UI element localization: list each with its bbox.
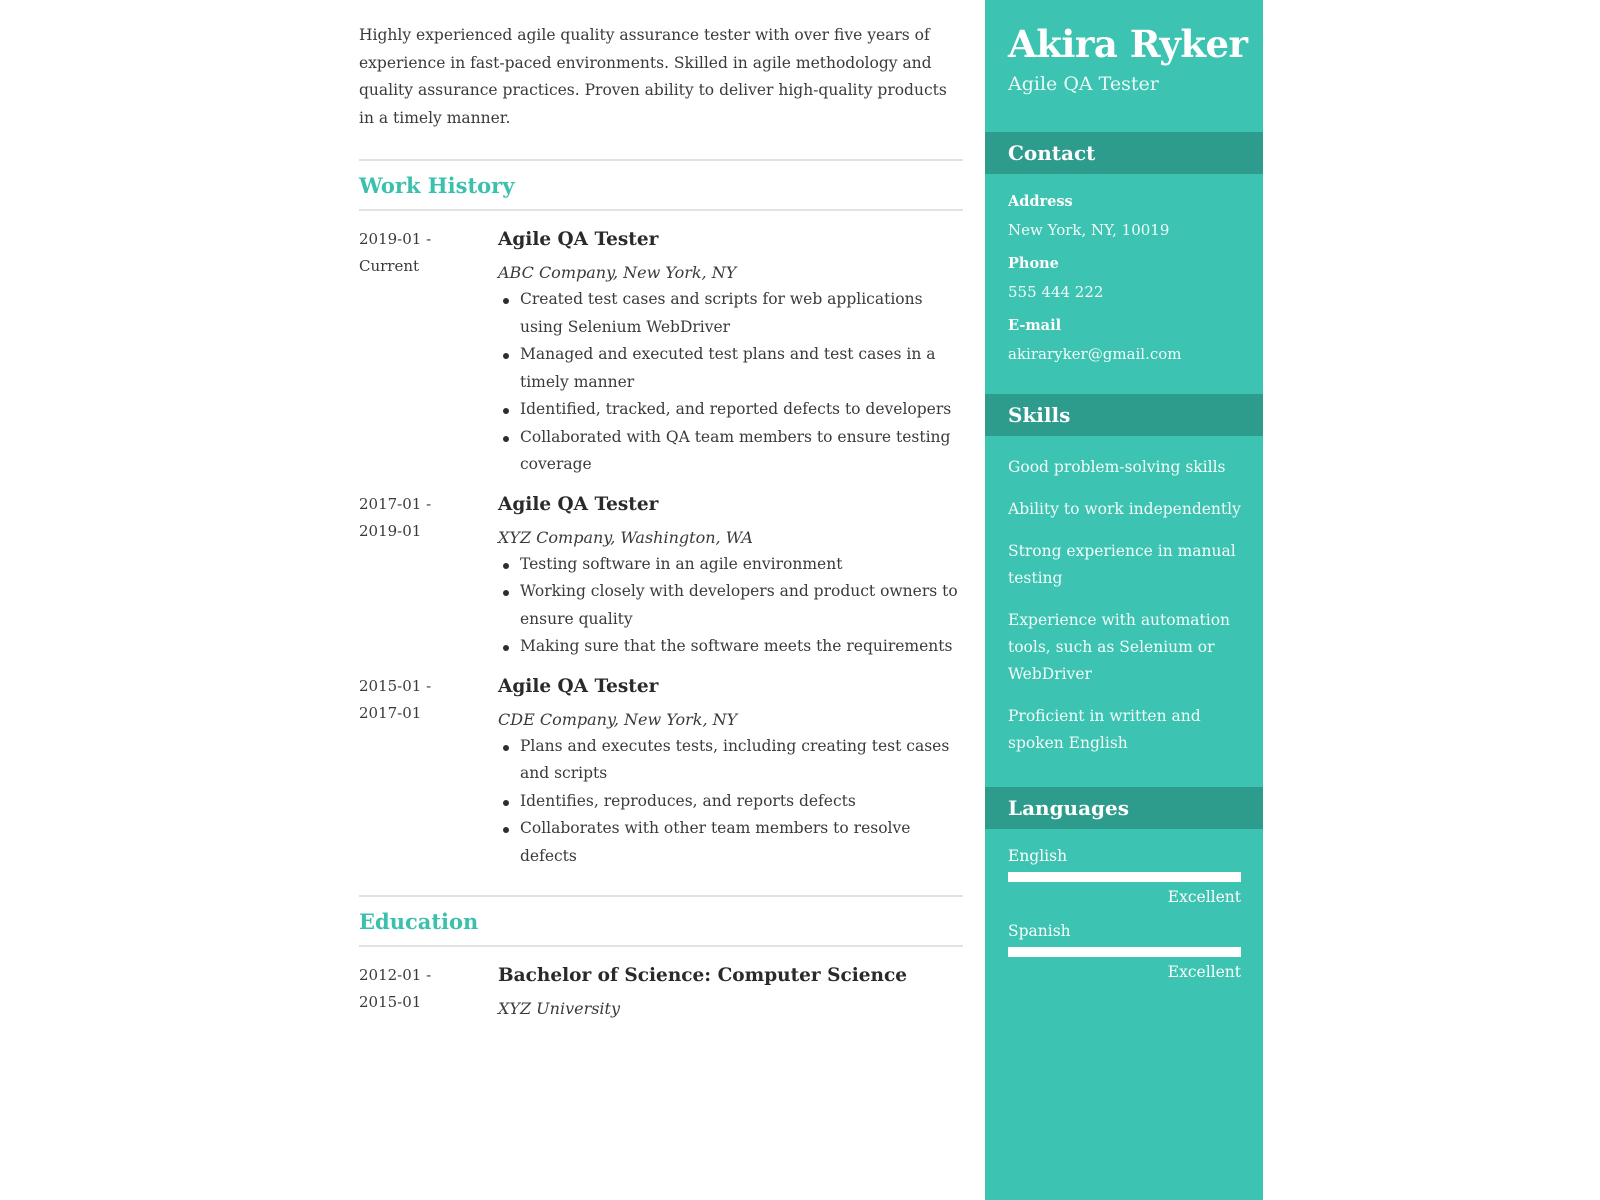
education-dates [359,962,498,1022]
job-bullets [498,286,963,479]
contact-heading: Contact [985,132,1263,174]
job-bullet: Collaborated with QA team members to ensure testing coverage [498,424,963,479]
job-date-start: 2017-01 - [359,494,432,513]
phone-value: 555 444 222 [1008,283,1104,301]
job-company: CDE Company, New York, NY [498,709,738,729]
address-value: New York, NY, 10019 [1008,221,1170,239]
job-bullet: Collaborates with other team members to resolve defects [498,815,963,870]
job-bullet: Working closely with developers and product owners to ensure quality [498,578,963,633]
job-date-start: 2015-01 - [359,676,432,695]
language-proficiency-bar [1008,947,1241,957]
contact-phone [1008,254,1243,302]
skill-item: Experience with automation tools, such as Selenium or WebDriver [1008,611,1231,683]
contact-email [1008,316,1243,364]
candidate-name: Akira Ryker [1008,22,1248,66]
skill-item: Good problem-solving skills [1008,458,1226,476]
job-bullet: Making sure that the software meets the requirements [498,633,963,661]
contact-address [1008,192,1243,240]
skills-heading: Skills [985,394,1263,436]
job-bullets [498,551,963,661]
job-entry [359,673,963,871]
candidate-role: Agile QA Tester [1008,73,1159,95]
education-date-start: 2012-01 - [359,966,432,984]
phone-label: Phone [1008,255,1059,272]
job-dates [359,673,498,871]
language-level: Excellent [1167,963,1241,981]
summary-text: Highly experienced agile quality assurance tester with over five years of experience in fast-paced environments. Skilled in agile methodology and quality assurance practices. Proven ability to deliver high-quality products in a timely manner. [359,26,947,127]
job-company: ABC Company, New York, NY [498,263,737,282]
job-title: Agile QA Tester [498,229,659,250]
email-label: E-mail [1008,317,1062,334]
job-bullets [498,733,963,871]
sidebar [985,0,1263,1200]
skill-item: Strong experience in manual testing [1008,542,1236,587]
language-proficiency-fill [1008,872,1241,882]
job-entry [359,226,963,479]
job-title: Agile QA Tester [498,493,659,515]
job-date-end: 2017-01 [359,703,422,722]
skills-list [985,436,1263,757]
job-company: XYZ Company, Washington, WA [498,527,753,547]
address-label: Address [1008,193,1073,210]
job-bullet: Testing software in an agile environment [498,551,963,579]
language-name: English [1008,847,1068,865]
skill-item: Proficient in written and spoken English [1008,707,1201,752]
job-bullet: Identified, tracked, and reported defects to developers [498,396,963,424]
email-value: akiraryker@gmail.com [1008,345,1182,363]
job-bullet: Created test cases and scripts for web applications using Selenium WebDriver [498,286,963,341]
skill-item: Ability to work independently [1008,500,1241,518]
education-entry [359,962,963,1022]
job-dates [359,226,498,479]
job-date-end: 2019-01 [359,521,422,540]
job-date-start: 2019-01 - [359,230,432,248]
language-proficiency-fill [1008,947,1241,957]
education-degree: Bachelor of Science: Computer Science [498,965,908,986]
education-school: XYZ University [498,999,621,1018]
job-title: Agile QA Tester [498,675,659,697]
education-heading: Education [359,895,963,947]
language-item [1008,920,1241,983]
contact-list [985,174,1263,364]
job-dates [359,491,498,661]
education-date-end: 2015-01 [359,993,422,1011]
language-proficiency-bar [1008,872,1241,882]
job-bullet: Plans and executes tests, including creating test cases and scripts [498,733,963,788]
job-bullet: Managed and executed test plans and test cases in a timely manner [498,341,963,396]
languages-list [985,829,1263,983]
work-history-heading: Work History [359,159,963,211]
main-column [359,0,963,1022]
job-date-end: Current [359,257,420,275]
language-name: Spanish [1008,922,1071,940]
job-entry [359,491,963,661]
language-level: Excellent [1167,888,1241,906]
job-bullet: Identifies, reproduces, and reports defects [498,788,963,816]
languages-heading: Languages [985,787,1263,829]
language-item [1008,845,1241,908]
